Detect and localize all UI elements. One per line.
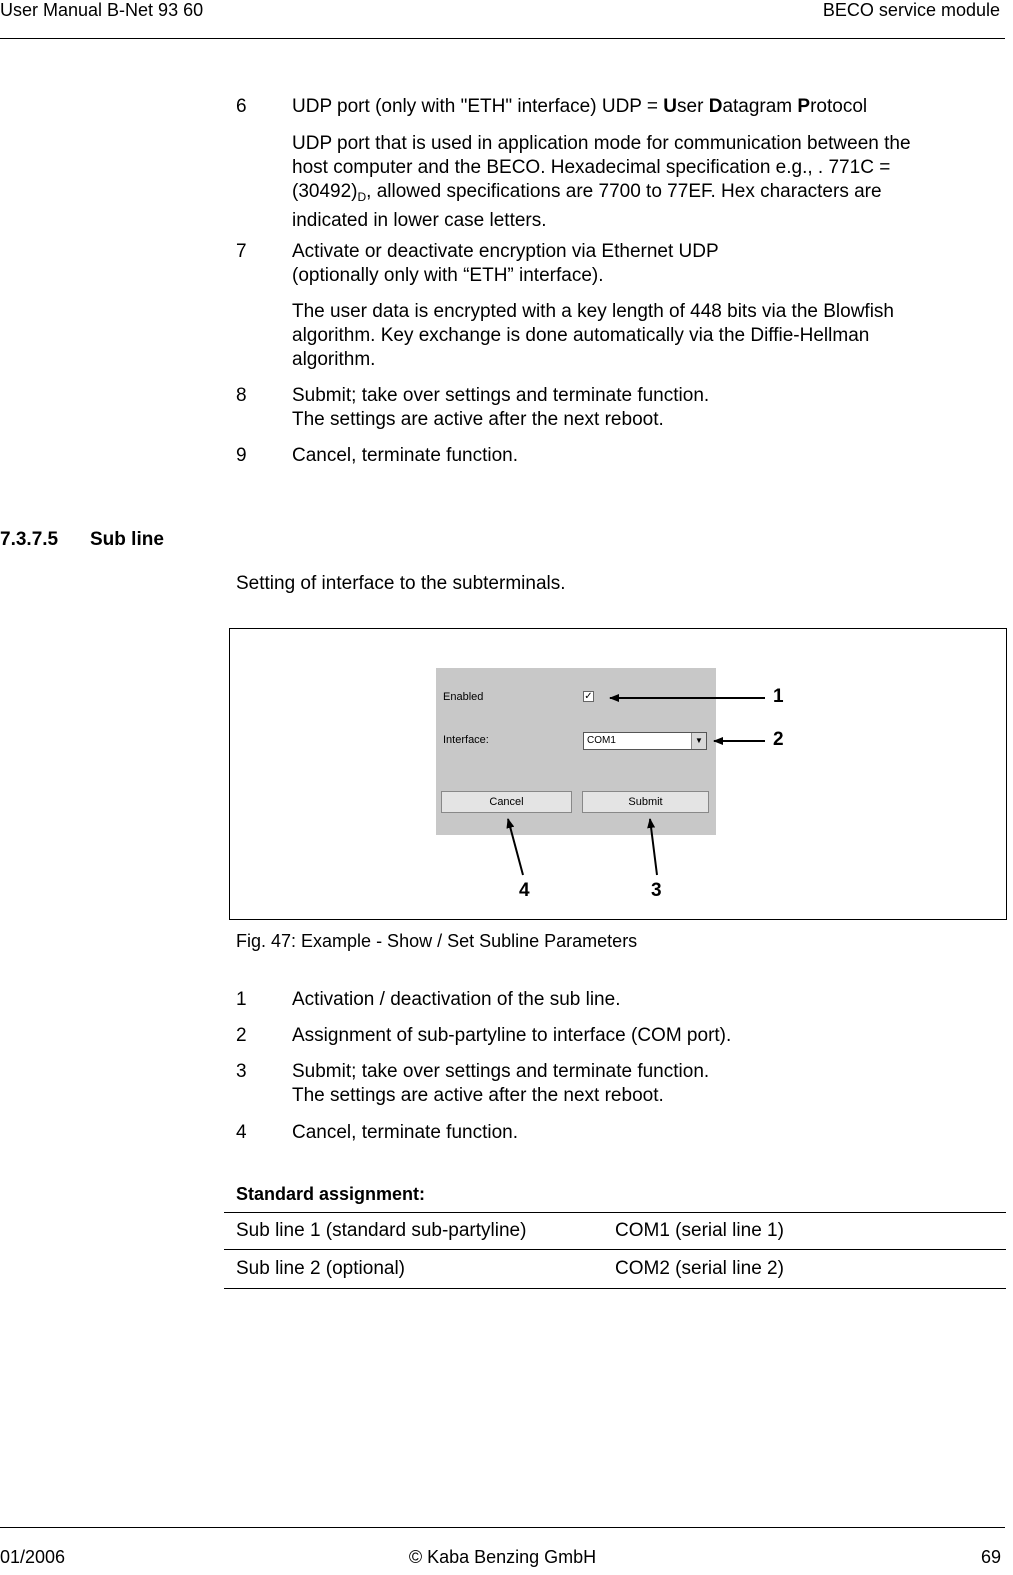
table-cell: COM1 (serial line 1): [615, 1220, 784, 1241]
list-item-number: 8: [236, 385, 247, 406]
callout-1: 1: [773, 686, 784, 707]
list-item-text: Activate or deactivate encryption via Ethernet UDP (optionally only with “ETH” interface).: [292, 241, 719, 286]
table-title: Standard assignment:: [236, 1184, 426, 1204]
list-item-number: 9: [236, 445, 247, 466]
list-item-text: Activation / deactivation of the sub line.: [292, 989, 621, 1010]
list-item-number: 4: [236, 1122, 247, 1143]
table-rule-top: [224, 1212, 1006, 1213]
list-item-number: 6: [236, 96, 247, 117]
footer-copyright: © Kaba Benzing GmbH: [408, 1547, 597, 1567]
item-6-description: UDP port that is used in application mode for communication between the host computer and the BECO. Hexadecimal specification e.g., . 771C = $(30492)_D$, allowed specifications are 7700 to 77EF. Hex characters are indicated in lower case letters.: [292, 133, 911, 231]
figure-frame: [229, 628, 1007, 920]
chevron-down-icon[interactable]: ▼: [691, 733, 706, 749]
interface-value: COM1: [587, 735, 616, 746]
cancel-button[interactable]: Cancel: [441, 791, 572, 813]
footer-date: 01/2006: [0, 1547, 66, 1567]
list-item-text: Assignment of sub-partyline to interface (COM port).: [292, 1025, 732, 1046]
list-item-number: 3: [236, 1061, 247, 1082]
item-7-description: The user data is encrypted with a key length of 448 bits via the Blowfish algorithm. Key exchange is done automatically via the Diffie-Hellman algorithm.: [292, 301, 894, 370]
callout-arrows: [230, 629, 1006, 919]
list-item-number: 2: [236, 1025, 247, 1046]
section-title: Sub line: [90, 529, 164, 550]
list-item-text: Cancel, terminate function.: [292, 1122, 519, 1143]
header-right: BECO service module: [822, 0, 1000, 20]
list-item-text: Submit; take over settings and terminate function. The settings are active after the next reboot.: [292, 385, 710, 430]
checkmark-icon: ✓: [584, 691, 593, 702]
list-item-number: 7: [236, 241, 247, 262]
section-number: 7.3.7.5: [0, 529, 59, 550]
footer-rule: [0, 1527, 1005, 1528]
list-item-text: Submit; take over settings and terminate function. The settings are active after the next reboot.: [292, 1061, 710, 1106]
enabled-label: Enabled: [443, 691, 484, 703]
table-rule-bottom: [224, 1288, 1006, 1289]
header-left: User Manual B-Net 93 60: [0, 0, 204, 20]
callout-2: 2: [773, 729, 784, 750]
list-item-text: Cancel, terminate function.: [292, 445, 519, 466]
interface-label: Interface:: [443, 734, 489, 746]
callout-arrow-3: [650, 819, 657, 875]
callout-arrow-4: [508, 819, 523, 875]
callout-3: 3: [651, 880, 662, 901]
table-rule-middle: [224, 1249, 1006, 1250]
header-rule: [0, 38, 1005, 39]
table-cell: Sub line 2 (optional): [236, 1258, 405, 1279]
figure-caption: Fig. 47: Example - Show / Set Subline Parameters: [236, 931, 638, 951]
submit-button[interactable]: Submit: [582, 791, 709, 813]
page-number: 69: [980, 1547, 1001, 1567]
list-item-number: 1: [236, 989, 247, 1010]
table-cell: COM2 (serial line 2): [615, 1258, 784, 1279]
section-intro: Setting of interface to the subterminals.: [236, 573, 566, 594]
list-item-text: UDP port (only with "ETH" interface) UDP = User Datagram Protocol: [292, 96, 868, 117]
table-cell: Sub line 1 (standard sub-partyline): [236, 1220, 527, 1241]
callout-4: 4: [519, 880, 530, 901]
